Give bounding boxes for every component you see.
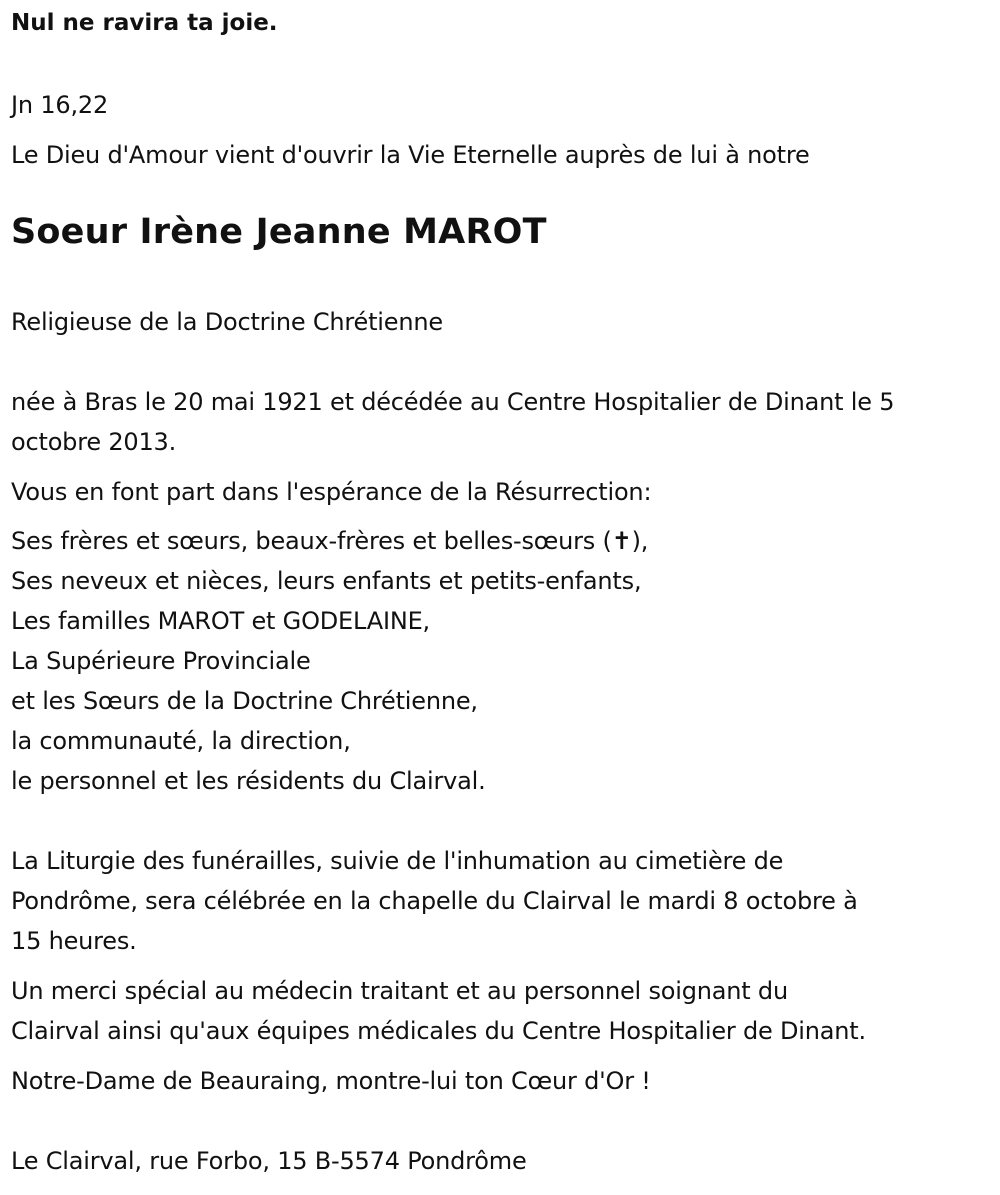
thanks-line-2: Clairval ainsi qu'aux équipes médicales du Centre Hospitalier de Dinant. — [11, 1017, 866, 1045]
prayer-text: Notre-Dame de Beauraing, montre-lui ton Cœur d'Or ! — [11, 1067, 651, 1095]
thanks-line-1: Un merci spécial au médecin traitant et au personnel soignant du — [11, 977, 788, 1005]
address-text: Le Clairval, rue Forbo, 15 B-5574 Pondrôme — [11, 1147, 527, 1175]
birth-death-line-1: née à Bras le 20 mai 1921 et décédée au Centre Hospitalier de Dinant le 5 — [11, 388, 895, 416]
verse-reference: Jn 16,22 — [11, 91, 109, 119]
intro-text: Le Dieu d'Amour vient d'ouvrir la Vie Eternelle auprès de lui à notre — [11, 141, 810, 169]
liturgy-line-1: La Liturgie des funérailles, suivie de l'inhumation au cimetière de — [11, 847, 784, 875]
family-line-3: Les familles MAROT et GODELAINE, — [11, 607, 430, 635]
deceased-name: Soeur Irène Jeanne MAROT — [11, 212, 547, 252]
announcement-text: Vous en font part dans l'espérance de la Résurrection: — [11, 478, 652, 506]
family-line-7: le personnel et les résidents du Clairval. — [11, 767, 486, 795]
religious-role: Religieuse de la Doctrine Chrétienne — [11, 308, 443, 336]
family-line-6: la communauté, la direction, — [11, 727, 351, 755]
family-line-2: Ses neveux et nièces, leurs enfants et petits-enfants, — [11, 567, 642, 595]
family-line-1: Ses frères et sœurs, beaux-frères et belles-sœurs (✝), — [11, 527, 649, 555]
heading-quote: Nul ne ravira ta joie. — [11, 10, 278, 36]
birth-death-line-2: octobre 2013. — [11, 428, 177, 456]
family-line-5: et les Sœurs de la Doctrine Chrétienne, — [11, 687, 478, 715]
liturgy-line-3: 15 heures. — [11, 927, 137, 955]
liturgy-line-2: Pondrôme, sera célébrée en la chapelle du Clairval le mardi 8 octobre à — [11, 887, 858, 915]
family-line-4: La Supérieure Provinciale — [11, 647, 311, 675]
